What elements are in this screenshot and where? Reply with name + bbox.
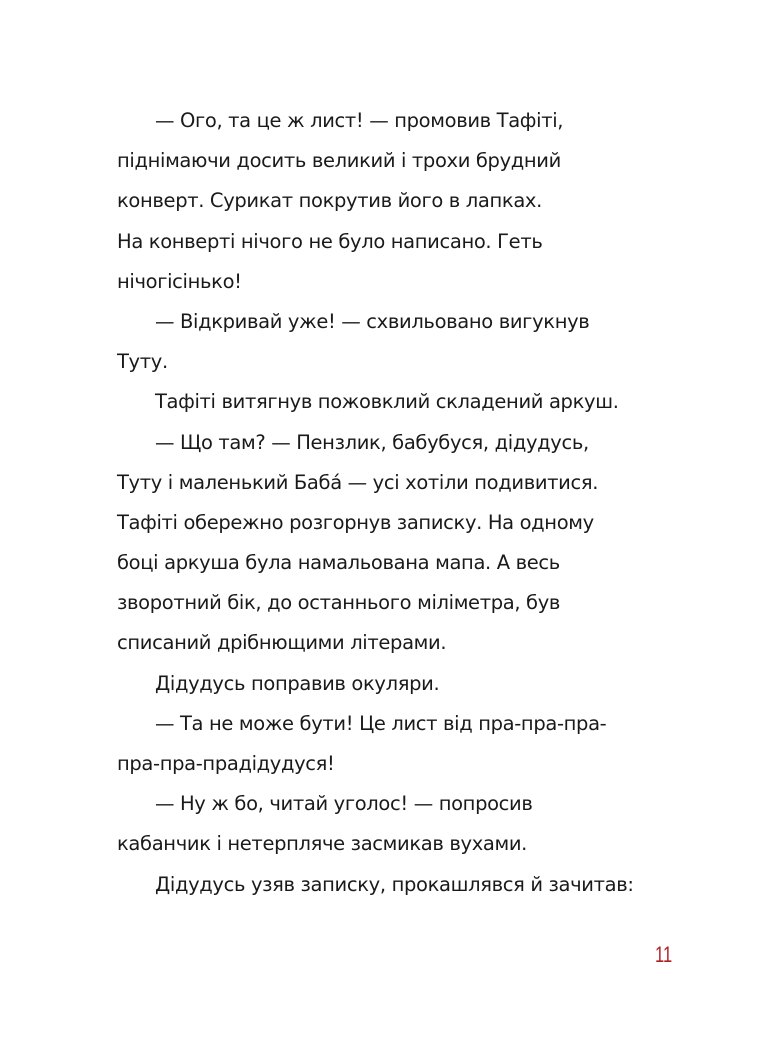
text-line: Туту і маленький Баба́ — усі хотіли подивитися. [117, 470, 599, 494]
text-line: — Відкривай уже! — схвильовано вигукнув [155, 309, 590, 333]
text-line: Тафіті обережно розгорнув записку. На одному [117, 510, 594, 534]
text-line: Туту. [117, 350, 168, 374]
text-line: На конверті нічого не було написано. Геть [117, 229, 543, 253]
text-line: — Ого, та це ж лист! — промовив Тафіті, [155, 109, 564, 132]
text-line: — Що там? — Пензлик, бабубуся, дідудусь, [155, 430, 589, 454]
text-line: кабанчик і нетерпляче засмикав вухами. [117, 832, 528, 856]
text-line: Тафіті витягнув пожовклий складений аркуш. [155, 390, 619, 414]
page-number: 11 [655, 942, 673, 967]
page-body [117, 101, 662, 905]
text-line: нічогісінько! [117, 269, 242, 293]
text-line: піднімаючи досить великий і трохи брудний [117, 149, 561, 173]
text-line: зворотний бік, до останнього міліметра, був [117, 591, 561, 615]
text-line: Дідудусь поправив окуляри. [155, 671, 440, 695]
text-line: Дідудусь узяв записку, прокашлявся й зачитав: [155, 872, 634, 896]
text-line: — Та не може бути! Це лист від пра-пра-пра- [155, 711, 607, 735]
text-line: списаний дрібнющими літерами. [117, 631, 447, 655]
text-line: пра-пра-прадідудуся! [117, 752, 335, 775]
text-line: конверт. Сурикат покрутив його в лапках. [117, 189, 542, 213]
text-line: боці аркуша була намальована мапа. А весь [117, 551, 560, 575]
text-line: — Ну ж бо, читай уголос! — попросив [155, 792, 533, 816]
